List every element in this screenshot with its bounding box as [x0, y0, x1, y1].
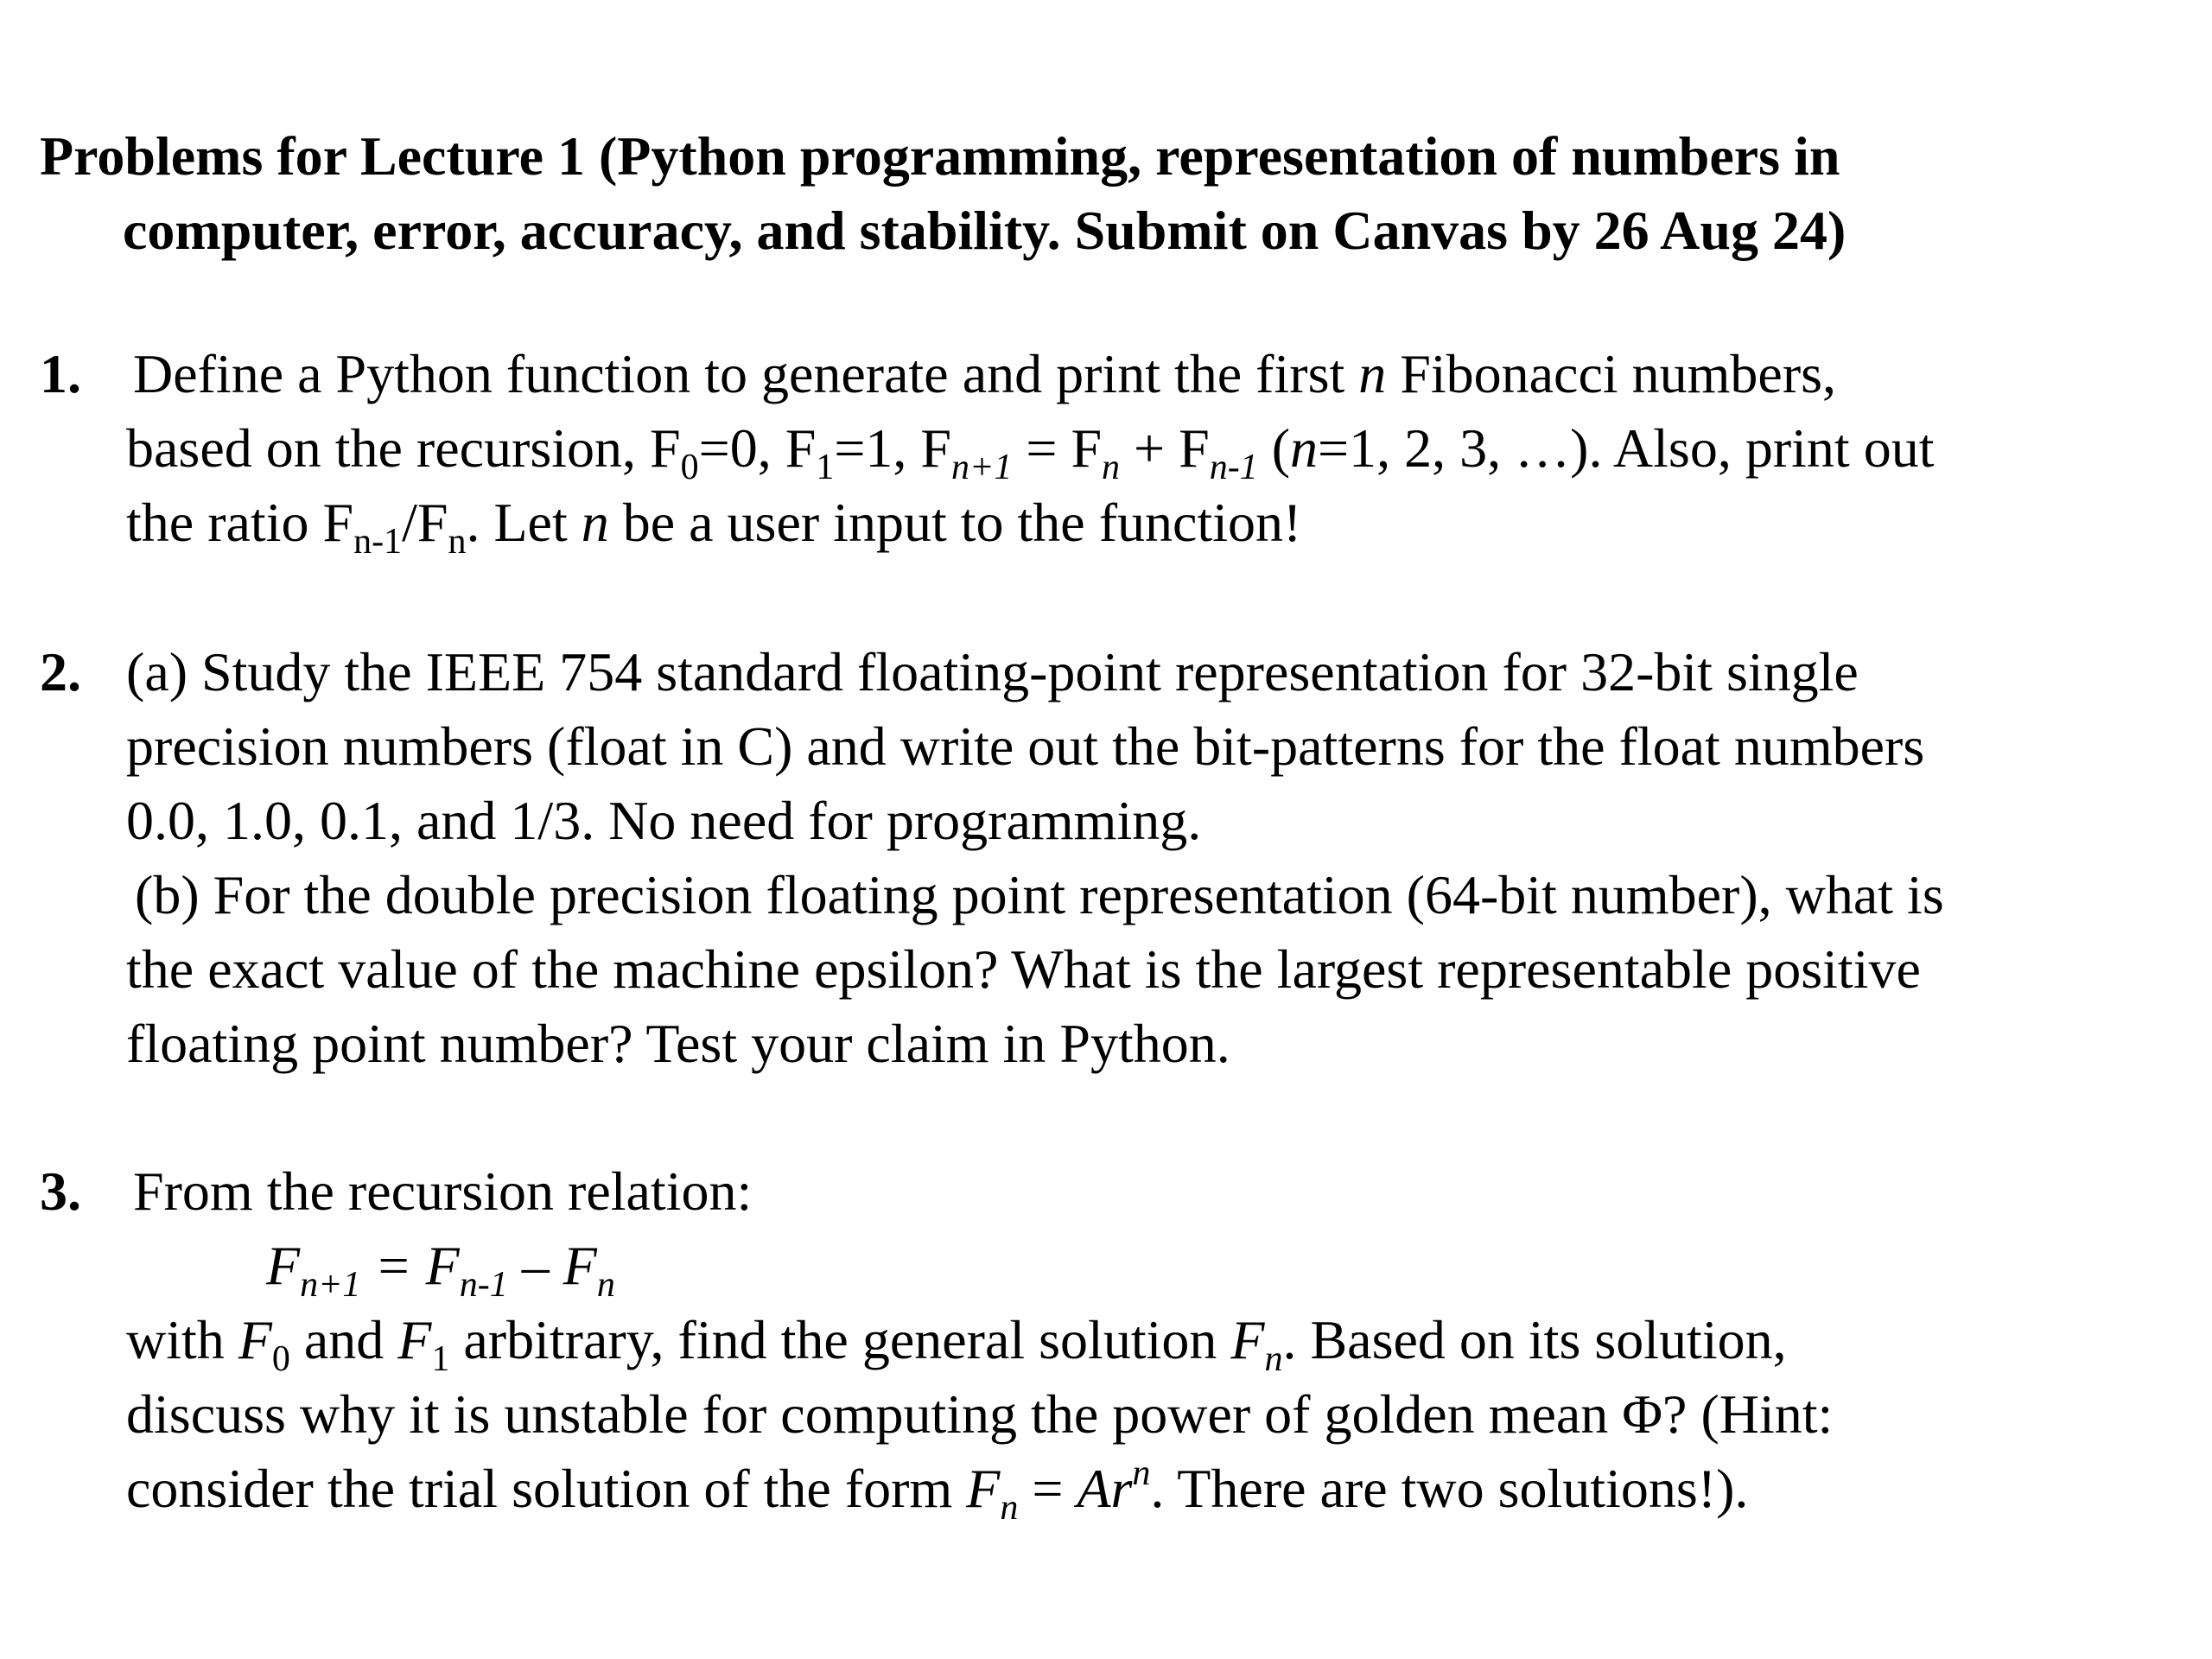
- title-line-2: computer, error, accuracy, and stability. Submit on Canvas by 26 Aug 24): [123, 200, 1847, 261]
- text-span: . Let: [466, 492, 582, 553]
- text-span: with: [126, 1309, 238, 1370]
- text-span: Fibonacci numbers,: [1386, 343, 1837, 404]
- text-span: + F: [1120, 417, 1210, 479]
- subscript: 1: [816, 448, 835, 487]
- text-span: . Based on its solution,: [1282, 1309, 1787, 1370]
- text-span: = F: [1012, 417, 1103, 479]
- problem-2-line-5: the exact value of the machine epsilon? What is the largest representable positive: [126, 938, 1921, 1000]
- page-title: [40, 119, 2165, 268]
- problem-number: 2.: [40, 641, 81, 702]
- text-span: (: [1257, 417, 1291, 479]
- superscript: n: [1132, 1453, 1151, 1493]
- text-span: consider the trial solution of the form: [126, 1458, 967, 1519]
- math-variable: F: [397, 1309, 432, 1370]
- problem-2-line-3: 0.0, 1.0, 0.1, and 1/3. No need for programming.: [126, 790, 1202, 851]
- problem-number: 3.: [40, 1160, 81, 1222]
- text-span: =0, F: [698, 417, 817, 479]
- subscript: 1: [431, 1339, 450, 1379]
- subscript: n-1: [353, 522, 403, 562]
- math-variable: n: [581, 492, 609, 553]
- subscript: n: [596, 1265, 615, 1305]
- text-span: =1, F: [834, 417, 951, 479]
- problem-2-line-2: precision numbers (float in C) and write out the bit-patterns for the float numbers: [126, 715, 1925, 777]
- subscript: n-1: [1209, 448, 1258, 487]
- problem-1-line-2: [40, 411, 2165, 486]
- problem-1: [40, 337, 2165, 560]
- problem-2-line-4: (b) For the double precision floating point representation (64-bit number), what is: [135, 864, 1944, 925]
- problem-1-line-1: [40, 337, 2165, 411]
- problem-2-line-1: (a) Study the IEEE 754 standard floating-point representation for 32-bit single: [126, 641, 1859, 702]
- text-span: =: [1018, 1458, 1077, 1519]
- problem-2: [40, 635, 2165, 1081]
- subscript: n+1: [300, 1265, 361, 1305]
- text-span: based on the recursion, F: [126, 417, 681, 479]
- text-span: = F: [360, 1235, 460, 1296]
- subscript: n: [1264, 1339, 1283, 1379]
- math-variable: n: [1290, 417, 1319, 479]
- subscript: n-1: [459, 1265, 508, 1305]
- math-variable: F: [266, 1235, 301, 1296]
- math-variable: F: [966, 1458, 1001, 1519]
- subscript: 0: [680, 448, 699, 487]
- problem-3-line-3: discuss why it is unstable for computing the power of golden mean Φ? (Hint:: [126, 1383, 1834, 1445]
- text-span: arbitrary, find the general solution: [449, 1309, 1231, 1370]
- text-span: . There are two solutions!).: [1150, 1458, 1749, 1519]
- subscript: n: [1000, 1488, 1019, 1528]
- problem-3: [40, 1154, 2165, 1526]
- subscript: n: [1102, 448, 1121, 487]
- math-variable: Ar: [1077, 1458, 1133, 1519]
- subscript: n: [448, 522, 467, 562]
- text-span: – F: [507, 1235, 597, 1296]
- recursion-equation: [40, 1229, 2165, 1303]
- problem-3-line-2: [40, 1303, 2165, 1377]
- title-line-1: Problems for Lecture 1 (Python programming, representation of numbers in: [40, 125, 1840, 187]
- math-variable: n: [1358, 343, 1387, 404]
- text-span: be a user input to the function!: [608, 492, 1302, 553]
- math-variable: F: [1230, 1309, 1265, 1370]
- math-variable: F: [238, 1309, 272, 1370]
- subscript: n+1: [951, 448, 1013, 487]
- text-span: and: [289, 1309, 398, 1370]
- subscript: 0: [271, 1339, 290, 1379]
- problem-2-line-6: floating point number? Test your claim in Python.: [126, 1013, 1230, 1074]
- problem-number: 1.: [40, 343, 81, 404]
- text-span: Define a Python function to generate and print the first: [133, 343, 1359, 404]
- problem-1-line-3: [40, 486, 2165, 560]
- problem-3-line-4: [40, 1452, 2165, 1526]
- text-span: the ratio F: [126, 492, 354, 553]
- problem-3-line-1: From the recursion relation:: [133, 1160, 753, 1222]
- text-span: /F: [402, 492, 448, 553]
- text-span: =1, 2, 3, …). Also, print out: [1318, 417, 1935, 479]
